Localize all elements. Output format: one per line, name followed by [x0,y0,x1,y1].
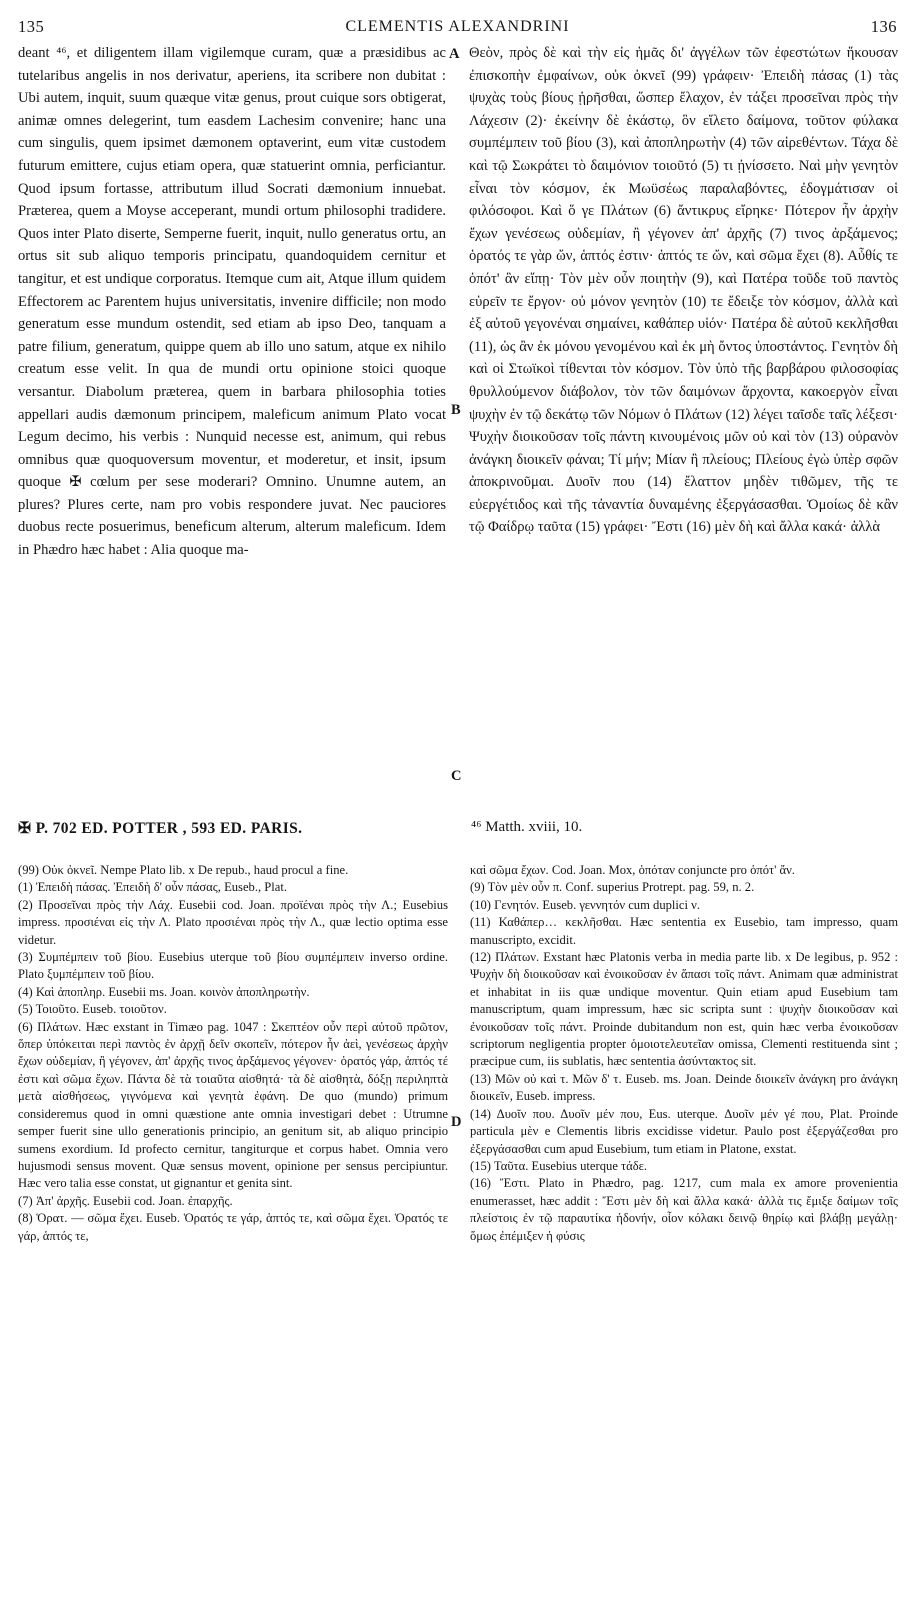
main-text-greek [469,42,898,539]
note-item: καὶ σῶμα ἔχων. Cod. Joan. Mox, ὁπόταν conjuncte pro ὁπότ' ἄν. [470,863,795,877]
note-item: (6) Πλάτων. Hæc exstant in Timæo pag. 1047 : Σκεπτέον οὖν περὶ αὐτοῦ πρῶτον, ὅπερ ὑπόκειται περὶ παντὸς ἐν ἀρχῇ δεῖν σκοπεῖν, πότερον ἦν ἀεὶ, γενέσεως ἀρχὴν ἔχων οὐδεμίαν, ἢ γέγονεν, ἀπ' ἀρχῆς τινος ἀρξάμενος γέγονεν· ὁρατός γάρ, ἁπτός τέ ἐστι καὶ σῶμα ἔχων. Πάντα δὲ τὰ τοιαῦτα αἰσθητά· τὰ δὲ αἰσθητὰ, δόξῃ περιληπτὰ μετὰ αἰσθήσεως, γιγνόμενα καὶ γενητὰ ἐφάνη. De quo (mundo) primum consideremus quod in omni quæstione ante omnia investigari debet : Utrumne semper fuerit sine ullo generationis principio, an genitum sit, ab aliquo principio sumens exordium. Id profecto cernitur, tangiturque et corpus habet. Omnia vero hujusmodi sensus movent. Quæ sensus movent, opinione per sensus percipiuntur. Hæc vero talia esse constat, ut gignantur et genita sint. [18,1019,448,1191]
note-item: (99) Οὐκ ὀκνεῖ. Nempe Plato lib. x De repub., haud procul a fine. [18,863,349,877]
margin-marker-c: C [451,768,462,784]
running-title: CLEMENTIS ALEXANDRINI [345,18,570,35]
note-item: (16) Ἔστι. Plato in Phædro, pag. 1217, cum mala ex amore provenientia enumerasset, hæc addit : Ἔστι μὲν δὴ καὶ ἄλλα κακά· ἀλλὰ τις ἔμιξε δαίμων τοῖς πλείστοις ἐν τῷ παραυτίκα ἡδονήν, οἷον κόλακι δεινῷ θηρίῳ καὶ βλάβῃ μεγάλῃ· ὅμως ἐπέμιξεν ἡ φύσις [470,1176,898,1243]
note-item: (15) Ταῦτα. Eusebius uterque τάδε. [470,1158,648,1173]
greek-paragraph: Θεὸν, πρὸς δὲ καὶ τὴν εἰς ἡμᾶς δι' ἀγγέλων τῶν ἐφεστώτων ἥκουσαν ἐπισκοπὴν ἐμφαίνων, οὐκ ὀκνεῖ (99) γράφειν· Ἐπειδὴ πάσας (1) τὰς ψυχὰς τοὺς βίους ᾑρῆσθαι, ὥσπερ ἔλαχον, ἐν τάξει προσεῖναι πρὸς τὴν Λάχεσιν (2)· ἐκείνην δὲ ἑκάστῳ, ὃν εἵλετο δαίμονα, τοῦτον φύλακα συμπέμπειν τοῦ βίου (3), καὶ ἀποπληρωτὴν (4) τῶν αἱρεθέντων. Τάχα δὲ καὶ τῷ Σωκράτει τὸ δαιμόνιον τοιοῦτό (5) τι ᾐνίσσετο. Ναὶ μὴν γενητὸν εἶναι τὸν κόσμον, ἐκ Μωϋσέως παραλαβόντες, ἐδογμάτισαν οἱ φιλόσοφοι. Καὶ ὅ γε Πλάτων (6) ἄντικρυς εἴρηκε· Πότερον ἦν ἀρχὴν ἔχων γενέσεως οὐδεμίαν, ἢ γέγονεν ἀπ' ἀρχῆς (7) τινος ἀρξάμενος; ὁρατός τε γὰρ ὤν, ἁπτός ἐστιν· ἁπτός τε ὤν, καὶ σῶμα ἔχει (8). Αὖθίς τε ὁπότ' ἂν εἴπῃ· Τὸν μὲν οὖν ποιητὴν (9), καὶ Πατέρα τοῦδε τοῦ παντὸς εὑρεῖν τε ἔργον· οὐ μόνον γενητὸν (10) τε ἔδειξε τὸν κόσμον, ἀλλὰ καὶ ἐξ αὐτοῦ γεγονέναι σημαίνει, καθάπερ υἱόν· Πατέρα δὲ αὐτοῦ κεκλῆσθαι (11), ὡς ἂν ἐκ μόνου γενομένου καὶ ἐκ μὴ ὄντος ὑποστάντος. Γενητὸν δὴ καὶ οἱ Στωϊκοὶ τίθενται τὸν κόσμον. Τὸν ὑπὸ τῆς βαρβάρου φιλοσοφίας θρυλλούμενον διάβολον, τὸν τῶν δαιμόνων ἄρχοντα, κακοεργὸν εἶναι ψυχὴν ἐν τῷ δεκάτῳ τῶν Νόμων ὁ Πλάτων (12) λέγει ταῖσδε ταῖς λέξεσι· Ψυχὴν διοικοῦσαν τοῖς πάντη κινουμένοις μῶν οὐ καὶ τὸν (13) οὐρανὸν ἀνάγκη διοικεῖν φάναι; Τί μήν; Μίαν ἢ πλείους; Πλείους ἐγὼ ὑπὲρ σφῶν ἀποκρινοῦμαι. Δυοῖν που (14) ἔλαττον μηδὲν τιθῶμεν, τῆς τε εὐεργέτιδος καὶ τῆς τἀναντία δυναμένης ἐξεργάσασθαι. Ὁμοίως δὲ κἂν τῷ Φαίδρῳ ταῦτα (15) γράφει· Ἔστι (16) μὲν δὴ καὶ ἄλλα κακά· ἀλλὰ [469,45,898,536]
margin-marker-d: D [451,1114,462,1130]
note-item: (12) Πλάτων. Exstant hæc Platonis verba in media parte lib. x De legibus, p. 952 : Ψυχὴν δὴ διοικοῦσαν καὶ ἐνοικοῦσαν ἐν ἅπασι τοῖς πάντ. Animam quæ administrat et inhabitat in iis quæ undique moventur. Quin etiam apud Eusebium tam manuscriptum, quam impressum, hæc sic scripta sunt : ψυχὴν διοικοῦσαν καὶ ἐνοικοῦσαν τοῖς πάντ. Proinde dubitandum non est, quin hæc verba ἐνοικοῦσαν scriptorum negligentia propter ὁμοιοτελευτεῖαν omissa, Clementi restituenda sint ; præcipue cum, iis sublatis, hæc sententia ἀσύντακτος sit. [470,950,898,1069]
note-item: (4) Καὶ ἀποπληρ. Eusebii ms. Joan. κοινὸν ἀποπληρωτὴν. [18,984,310,999]
note-item: (5) Τοιοῦτο. Euseb. τοιοῦτον. [18,1002,167,1017]
note-item: (7) Ἀπ' ἀρχῆς. Eusebii cod. Joan. ἐπαρχῆς. [18,1193,233,1208]
main-text-latin [18,42,446,562]
note-item: (9) Τὸν μὲν οὖν π. Conf. superius Protrept. pag. 59, n. 2. [470,880,755,895]
margin-marker-b: B [451,402,461,418]
note-item: (10) Γενητόν. Euseb. γεννητόν cum duplici ν. [470,897,701,912]
notes-right-column [470,862,898,1245]
note-item: (11) Καθάπερ… κεκλῆσθαι. Hæc sententia ex Eusebio, tam impresso, quam manuscripto, excidit. [470,915,898,947]
edition-reference: ✠ P. 702 ED. POTTER , 593 ED. PARIS. [18,820,303,837]
running-header [18,14,897,40]
note-item: (3) Συμπέμπειν τοῦ βίου. Eusebius uterque τοῦ βίου συμπέμπειν inverso ordine. Plato ξυμπέμπειν τοῦ βίου. [18,950,448,982]
note-item: (2) Προσεῖναι πρὸς τὴν Λάχ. Eusebii cod. Joan. προϊέναι πρὸς τὴν Λ.; Eusebius impress. προσιέναι εἰς τὴν Λ. Plato προσιέναι πρὸς τὴν Λ., quæ lectio optima esse videtur. [18,897,448,947]
margin-marker-a: A [449,46,460,62]
note-item: (1) Ἐπειδὴ πάσας. Ἐπειδὴ δ' οὖν πάσας, Euseb., Plat. [18,880,288,895]
note-item: (8) Ὁρατ. — σῶμα ἔχει. Euseb. Ὁρατός τε γάρ, ἁπτός τε, καὶ σῶμα ἔχει. Ὁρατός τε γάρ, ἁπτός τε, [18,1211,448,1243]
note-item: (14) Δυοῖν που. Δυοῖν μέν που, Eus. uterque. Δυοῖν μέν γέ που, Plat. Proinde particula μὲν e Clementis libris excidisse videtur. Paulo post ἐξεργάζεσθαι pro ἐξεργάσασθαι cum apud Eusebium, tum etiam in Platone, exstat. [470,1106,898,1156]
notes-left-column [18,862,448,1245]
page-number-left: 135 [18,17,45,36]
latin-paragraph: deant ⁴⁶, et diligentem illam vigilemque curam, quæ a præsidibus ac tutelaribus angelis in nos derivatur, aperiens, ita scribere non dubitat : Ubi autem, inquit, suum quæque vitæ genus, prout cuique sors obtigerat, animæ omnes delegerint, tum easdem Lachesim convenire; hanc una cum singulis, quem ipsimet dæmonem optaverint, eum vitæ custodem futurum emittere, cujus etiam opera, quæ statuerint omnia, perficiantur. Quod ipsum fortasse, attributum illud Socrati dæmonium innuebat. Præterea, quem a Moyse acceperant, mundi ortum philosophi tradidere. Quos inter Plato diserte, Semperne fuerit, inquit, nullo generatus ortu, an ortus sit sub aliquo temporis principatu, quandoquidem cernitur et tangitur, et est undique corporatus. Itemque cum ait, Atque illum quidem Effectorem ac Parentem hujus universitatis, invenire difficile; non modo generatum esse mundum ostendit, sed etiam ab ipso Deo, tanquam a patre filium, generatum, quippe quem ab illo uno satum, atque ex nihilo creatum esse velit. In qua de mundi ortu opinione stoici quoque versantur. Diabolum præterea, quem in barbara philosophia toties appellari audis dæmonum principem, maleficum animum Plato vocat Legum decimo, his verbis : Nunquid necesse est, animum, qui rebus omnibus quæ quoquoversum moventur, et moderetur, et insit, ipsum quoque ✠ cœlum per sese moderari? Omnino. Unumne autem, an plures? Plures certe, nam pro vobis respondere juvat. Nec pauciores duobus recte posuerimus, beneficum alterum, alterum maleficum. Idem in Phædro hæc habet : Alia quoque ma- [18,45,446,559]
scripture-footnote: ⁴⁶ Matth. xviii, 10. [471,819,583,835]
note-item: (13) Μῶν οὐ καὶ τ. Μῶν δ' τ. Euseb. ms. Joan. Deinde διοικεῖν ἀνάγκη pro ἀνάγκη διοικεῖν, Euseb. impress. [470,1071,898,1104]
page-number-right: 136 [870,17,897,36]
